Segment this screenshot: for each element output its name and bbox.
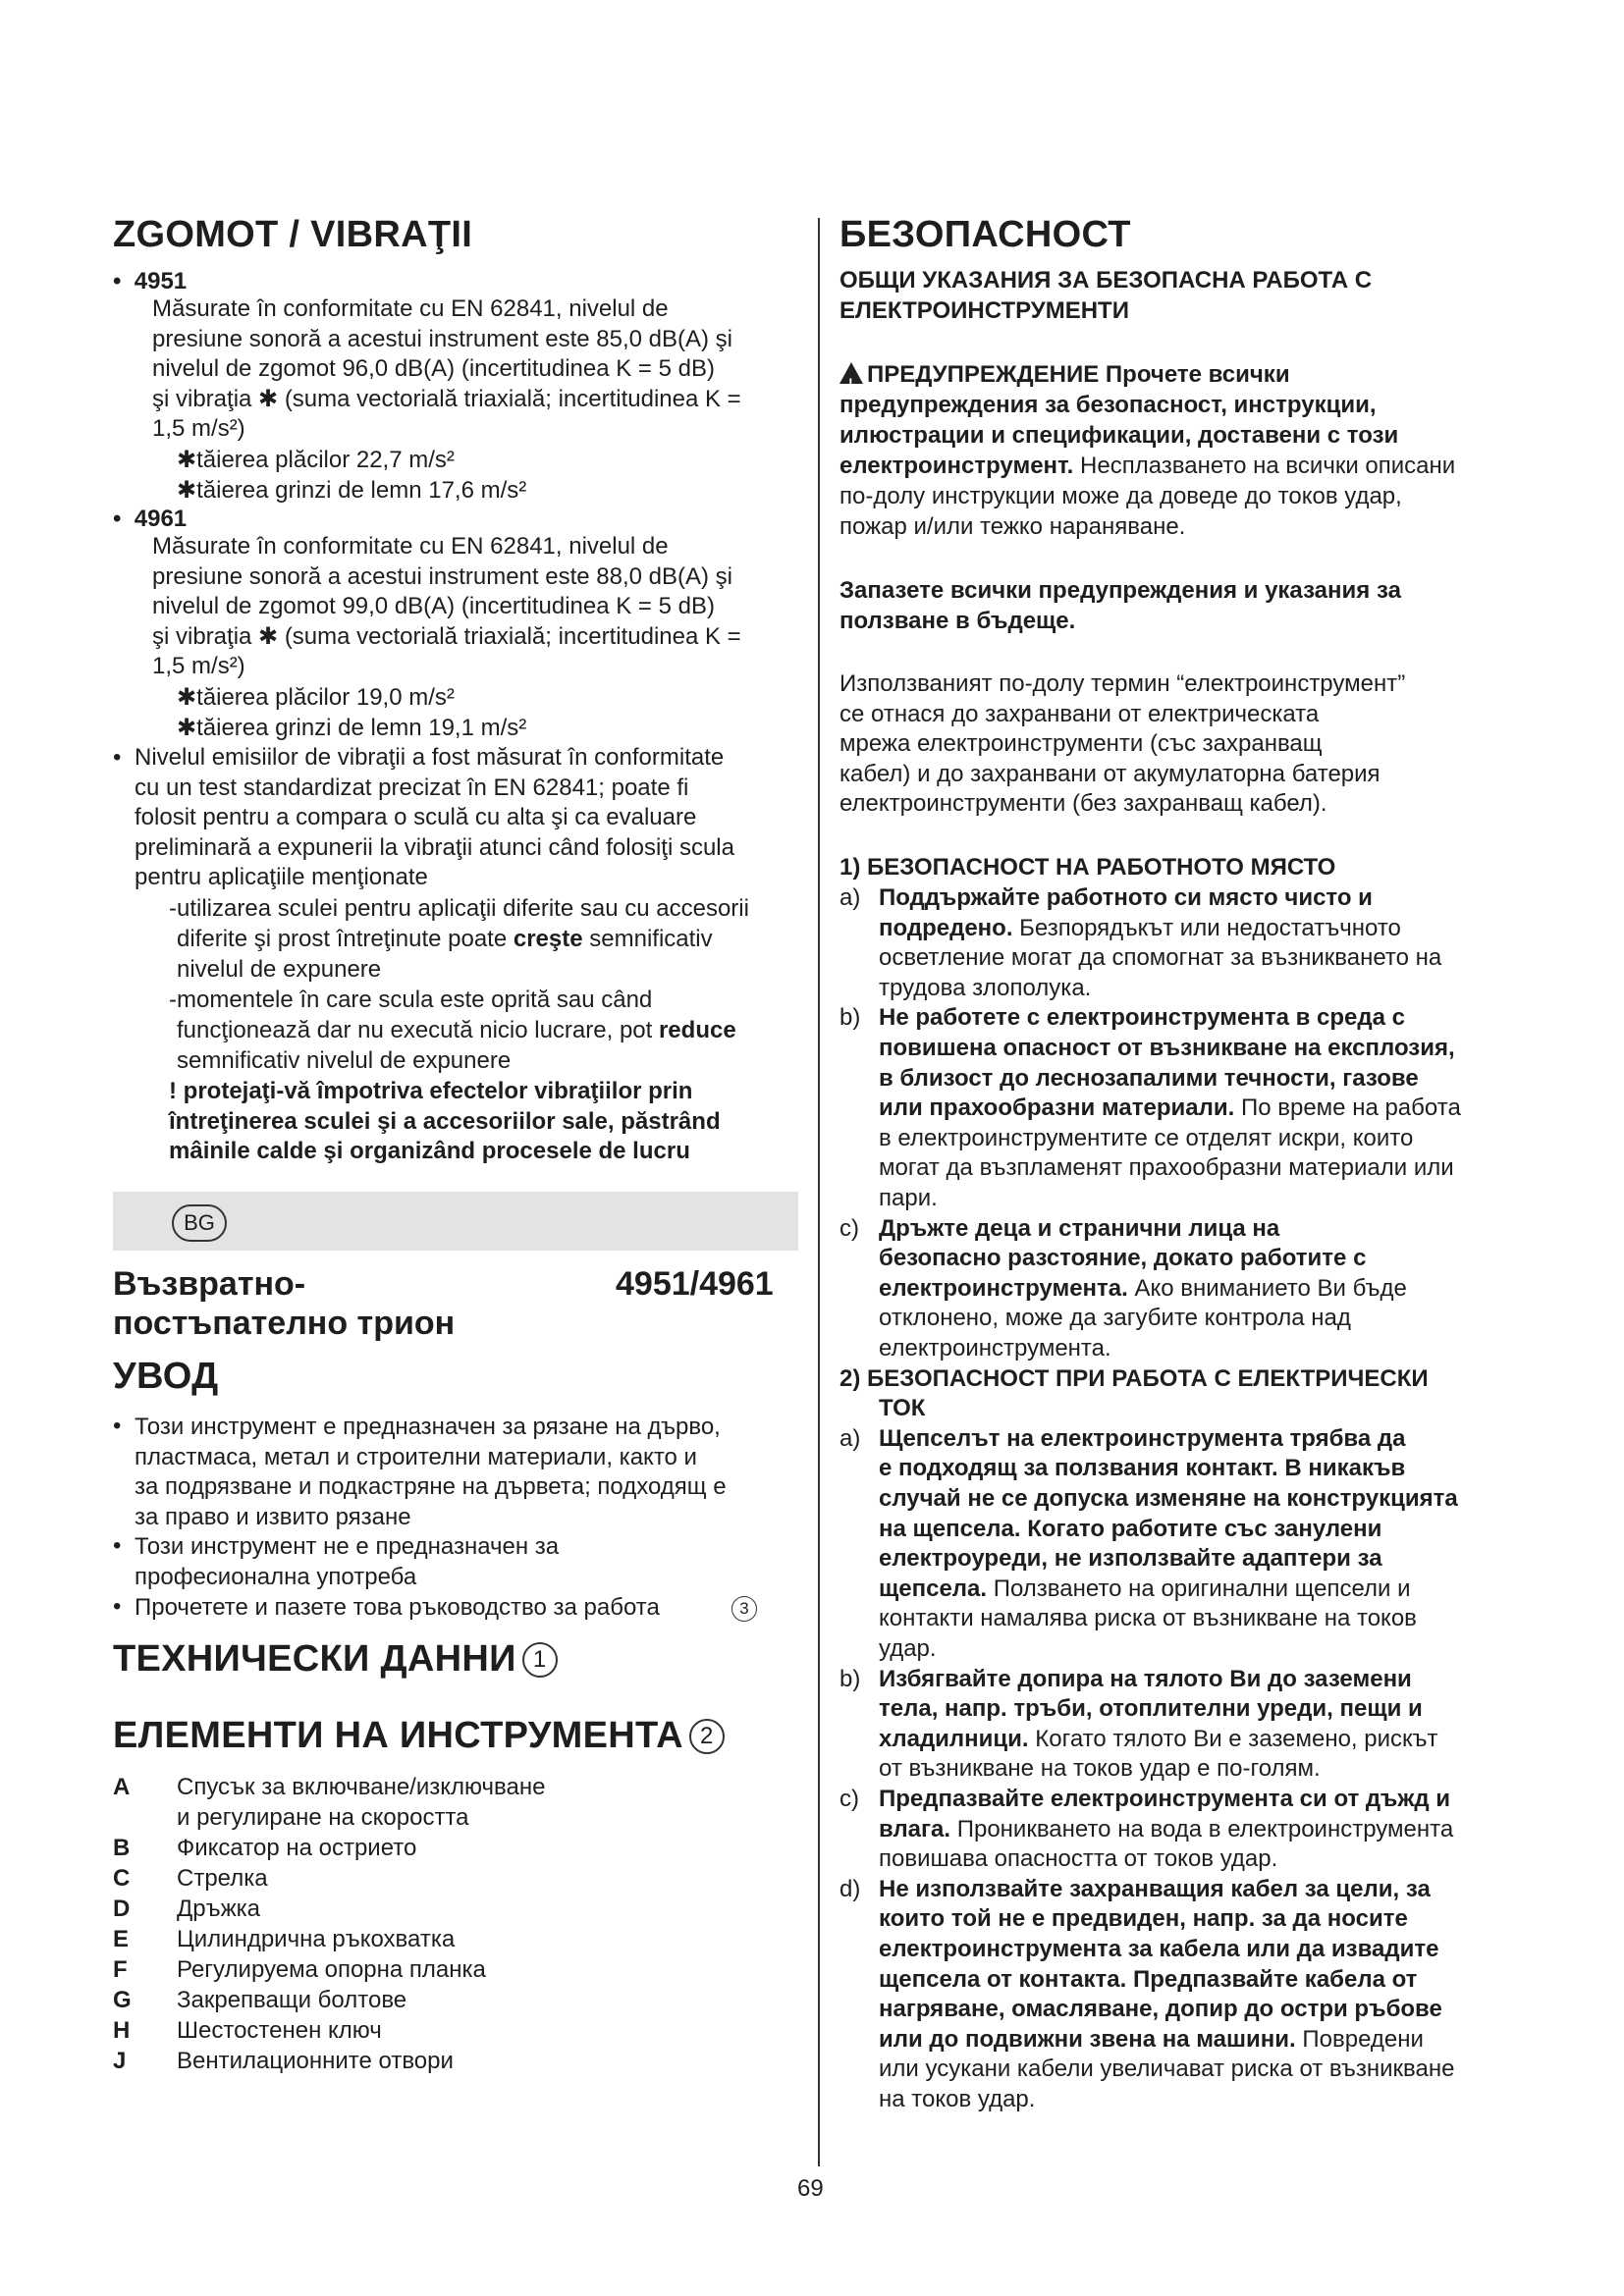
bullet-dot: • (113, 1592, 122, 1620)
element-key: B (113, 1835, 131, 1861)
s2a: на щепсела. Когато работите със занулени (879, 1515, 1382, 1542)
s2a (879, 1575, 1411, 1605)
star-4961-plates: ✱tăierea plăcilor 19,0 m/s² (177, 684, 455, 711)
element-label: Закрепващи болтове (177, 1987, 407, 2013)
element-label: Цилиндрична ръкохватка (177, 1926, 456, 1952)
keep-line1: Запазете всички предупреждения и указания за (839, 577, 1401, 604)
s2d: електроинструмента за кабела или да извадите (879, 1936, 1439, 1962)
s1c-normal: Ако вниманието Ви бъде (1127, 1274, 1407, 1302)
item-letter: a) (839, 884, 861, 911)
s2d: нагряване, омасляване, допир до остри ръбове (879, 1996, 1442, 2023)
emission-line: Nivelul emisiilor de vibraţii a fost măsurat în conformitate (135, 744, 725, 771)
warning-line6: пожар и/или тежко нараняване. (839, 513, 1186, 540)
s2a-normal: удар. (879, 1635, 937, 1662)
ref-3-icon: 3 (731, 1596, 757, 1622)
star-4961-beams: ✱tăierea grinzi de lemn 19,1 m/s² (177, 715, 527, 741)
s1a-bold: подредено. (879, 914, 1013, 941)
s2b: Избягвайте допира на тялото Ви до заземени (879, 1665, 1412, 1692)
s2b-normal: Когато тялото Ви е заземено, рискът (1028, 1725, 1438, 1752)
term-line: Използваният по-долу термин “електроинструмент” (839, 670, 1406, 697)
dash2-line1: -momentele în care scula este oprită sau când (169, 987, 653, 1013)
sec1-heading: 1) БЕЗОПАСНОСТ НА РАБОТНОТО МЯСТО (839, 854, 1336, 881)
measurement-4951-line: şi vibraţia ✱ (suma vectorială triaxială; incertitudinea K = (152, 385, 741, 412)
emission-line: cu un test standardizat precizat în EN 62841; poate fi (135, 774, 689, 801)
section-heading-noise: ZGOMOT / VIBRAŢII (113, 214, 473, 255)
s1b: повишена опасност от възникване на експлозия, (879, 1035, 1455, 1061)
warning-line3: илюстрации и спецификации, доставени с този (839, 422, 1399, 449)
s1a-normal: Безпорядъкът или недостатъчното (1012, 914, 1401, 941)
item-letter: d) (839, 1875, 861, 1902)
intro-line: Този инструмент е предназначен за рязане на дърво, (135, 1414, 721, 1440)
bullet-dot: • (113, 1413, 122, 1439)
element-label: и регулиране на скоростта (177, 1804, 469, 1831)
s2c-normal: Проникването на вода в електроинструмента (950, 1815, 1454, 1842)
star-4951-plates: ✱tăierea plăcilor 22,7 m/s² (177, 447, 455, 473)
element-key: G (113, 1987, 132, 2013)
element-key: H (113, 2017, 131, 2044)
s1b (879, 1094, 1461, 1124)
s2b-bold: хладилници. (879, 1725, 1029, 1752)
bullet-emission: • (113, 744, 122, 771)
measurement-4951-line: 1,5 m/s²) (152, 415, 245, 443)
s1a-normal: трудова злополука. (879, 974, 1092, 1001)
bullet-4961: • 4961 (113, 506, 188, 532)
emission-line: pentru aplicaţiile menţionate (135, 864, 428, 891)
measurement-4951-line: Măsurate în conformitate cu EN 62841, nivelul de (152, 295, 669, 322)
s2d: които той не е предвиден, напр. за да носите (879, 1905, 1408, 1933)
warning-line2: предупреждения за безопасност, инструкции, (839, 392, 1377, 418)
sec2-heading: 2) БЕЗОПАСНОСТ ПРИ РАБОТА С ЕЛЕКТРИЧЕСКИ (839, 1364, 1429, 1392)
s2d (879, 2025, 1424, 2056)
ref-2-icon: 2 (689, 1719, 725, 1754)
s1a: Поддържайте работното си място чисто и (879, 884, 1373, 911)
s1c: безопасно разстояние, докато работите с (879, 1245, 1367, 1272)
s1a-normal: осветление могат да спомогнат за възникването на (879, 944, 1442, 972)
s2d-normal: Повредени (1295, 2025, 1424, 2053)
s1b: Не работете с електроинструмента в среда с (879, 1004, 1405, 1032)
protect-line: întreţinerea sculei şi a accesoriilor sale, păstrând (169, 1107, 721, 1135)
product-title-1: Възвратно- (113, 1265, 306, 1303)
s1c-normal: отклонено, може да загубите контрола над (879, 1305, 1351, 1332)
s2a-bold: щепсела. (879, 1575, 988, 1602)
element-key: C (113, 1865, 131, 1892)
measurement-4961-line: 1,5 m/s²) (152, 653, 245, 680)
s1c (879, 1274, 1407, 1305)
s2a: случай не се допуска изменяне на конструкцията (879, 1485, 1458, 1512)
warning-icon: ! (839, 362, 863, 384)
measurement-4961-line: şi vibraţia ✱ (suma vectorială triaxială; incertitudinea K = (152, 622, 741, 650)
intro-line: Този инструмент не е предназначен за (135, 1533, 560, 1561)
term-line: мрежа електроинструменти (със захранващ (839, 730, 1323, 758)
dash1-line2: diferite şi prost întreţinute poate creşte semnificativ (177, 926, 713, 952)
intro-line: Прочетете и пазете това ръководство за работа (135, 1593, 660, 1621)
s2b-normal: от възникване на токов удар е по-голям. (879, 1755, 1321, 1783)
s1b-normal: в електроинструментите се отделят искри, които (879, 1124, 1414, 1151)
s2c-normal: повишава опасността от токов удар. (879, 1845, 1278, 1873)
warning-line1: ! ПРЕДУПРЕЖДЕНИЕ Прочете всички (839, 360, 1290, 391)
protect-line: ! protejaţi-vă împotriva efectelor vibraţiilor prin (169, 1078, 693, 1104)
element-key: E (113, 1926, 130, 1952)
intro-line: професионална употреба (135, 1564, 417, 1590)
s2d: щепсела от контакта. Предпазвайте кабела от (879, 1965, 1418, 1993)
element-label: Вентилационните отвори (177, 2048, 454, 2074)
intro-heading: УВОД (113, 1356, 219, 1397)
product-model: 4951/4961 (616, 1265, 774, 1303)
s2d-normal: или усукани кабели увеличават риска от възникване (879, 2056, 1455, 2083)
item-letter: c) (839, 1214, 859, 1242)
s1c-normal: електроинструмента. (879, 1335, 1111, 1362)
item-letter: b) (839, 1004, 861, 1032)
tech-heading: ТЕХНИЧЕСКИ ДАННИ 1 (113, 1638, 558, 1681)
measurement-4951-line: presiune sonoră a acestui instrument este 85,0 dB(A) şi (152, 325, 732, 352)
s2c-bold: влага. (879, 1815, 951, 1842)
term-line: електроинструменти (без захранващ кабел). (839, 790, 1327, 818)
elements-heading: ЕЛЕМЕНТИ НА ИНСТРУМЕНТА 2 (113, 1715, 725, 1757)
safety-subheading-1: ОБЩИ УКАЗАНИЯ ЗА БЕЗОПАСНА РАБОТА С (839, 267, 1373, 294)
bullet-dot: • (113, 1532, 122, 1560)
s1b-normal: могат да възпламенят прахообразни материали или (879, 1154, 1454, 1182)
measurement-4961-line: nivelul de zgomot 99,0 dB(A) (incertitudinea K = 5 dB) (152, 593, 715, 620)
intro-line: за подрязване и подкастряне на дърветa; подходящ е (135, 1473, 727, 1501)
s2c: Предпазвайте електроинструмента си от дъжд и (879, 1786, 1451, 1812)
s2d-normal: на токов удар. (879, 2086, 1036, 2112)
measurement-4961-line: Măsurate în conformitate cu EN 62841, nivelul de (152, 533, 669, 560)
intro-line: пластмаса, метал и строителни материали, както и (135, 1443, 697, 1470)
s2b: тела, напр. тръби, отоплителни уреди, пещи и (879, 1695, 1423, 1723)
element-key: A (113, 1774, 131, 1800)
element-label: Фиксатор на острието (177, 1835, 417, 1861)
dash2-line2: funcţionează dar nu execută nicio lucrare, pot reduce (177, 1017, 736, 1043)
dash1-line3: nivelul de expunere (177, 956, 382, 983)
s1b-normal: пари. (879, 1185, 938, 1211)
safety-heading: БЕЗОПАСНОСТ (839, 214, 1131, 255)
element-label: Регулируема опорна планка (177, 1956, 486, 1983)
element-label: Стрелка (177, 1865, 268, 1892)
page-number: 69 (797, 2175, 824, 2202)
s1b: в близост до леснозапалими течности, газове (879, 1064, 1419, 1092)
s2a: Щепселът на електроинструмента трябва да (879, 1424, 1406, 1452)
element-label: Шестостенен ключ (177, 2017, 382, 2044)
item-letter: a) (839, 1424, 861, 1452)
protect-line: mâinile calde şi organizând procesele de lucru (169, 1138, 690, 1165)
element-key: D (113, 1896, 131, 1922)
measurement-4961-line: presiune sonoră a acestui instrument este 88,0 dB(A) şi (152, 562, 732, 590)
column-divider (818, 218, 820, 2166)
s2a-normal: Ползването на оригинални щепсели и (987, 1575, 1411, 1602)
s1b-bold: или прахообразни материали. (879, 1095, 1235, 1122)
s1a (879, 914, 1401, 944)
dash2-line3: semnificativ nivelul de expunere (177, 1047, 512, 1074)
warning-line4: електроинструмент. Несплазването на всички описани (839, 453, 1456, 479)
s1c: Дръжте деца и странични лица на (879, 1214, 1280, 1242)
term-line: се отнася до захранвани от електрическата (839, 700, 1320, 727)
element-label: Дръжка (177, 1896, 261, 1922)
element-key: F (113, 1956, 128, 1983)
language-tag: BG (172, 1204, 227, 1242)
s1c-bold: електроинструмента. (879, 1274, 1128, 1302)
s1b-normal: По време на работа (1234, 1095, 1461, 1122)
item-letter: c) (839, 1786, 859, 1812)
s2a: е подходящ за ползвания контакт. В никакъв (879, 1455, 1406, 1482)
element-key: J (113, 2048, 127, 2074)
measurement-4951-line: nivelul de zgomot 96,0 dB(A) (incertitudinea K = 5 dB) (152, 355, 715, 383)
emission-line: folosit pentru a compara o sculă cu alta şi ca evaluare (135, 804, 697, 831)
s2d-bold: или до подвижни звена на машини. (879, 2025, 1296, 2053)
s2a: електроуреди, не използвайте адаптери за (879, 1545, 1382, 1573)
star-4951-beams: ✱tăierea grinzi de lemn 17,6 m/s² (177, 477, 527, 504)
s2b (879, 1725, 1438, 1755)
sec2-heading: ТОК (879, 1395, 926, 1422)
product-title-2: постъпателно трион (113, 1305, 456, 1342)
intro-line: за право и извито рязане (135, 1503, 411, 1530)
ref-1-icon: 1 (522, 1642, 558, 1678)
item-letter: b) (839, 1665, 861, 1692)
s2d: Не използвайте захранващия кабел за цели, за (879, 1875, 1431, 1902)
dash1-line1: -utilizarea sculei pentru aplicaţii diferite sau cu accesorii (169, 895, 749, 922)
s2a-normal: контакти намалява риска от възникване на токов (879, 1605, 1417, 1632)
element-label: Спусък за включване/изключване (177, 1774, 546, 1800)
keep-line2: ползване в бъдеще. (839, 608, 1076, 634)
emission-line: preliminară a expunerii la vibraţii atunci când folosiţi scula (135, 833, 734, 861)
safety-subheading-2: ЕЛЕКТРОИНСТРУМЕНТИ (839, 297, 1129, 324)
bullet-4951: • 4951 (113, 268, 188, 294)
term-line: кабел) и до захранвани от акумулаторна батерия (839, 760, 1380, 787)
warning-line5: по-долу инструкции може да доведе до токов удар, (839, 483, 1402, 509)
s2c (879, 1815, 1453, 1845)
